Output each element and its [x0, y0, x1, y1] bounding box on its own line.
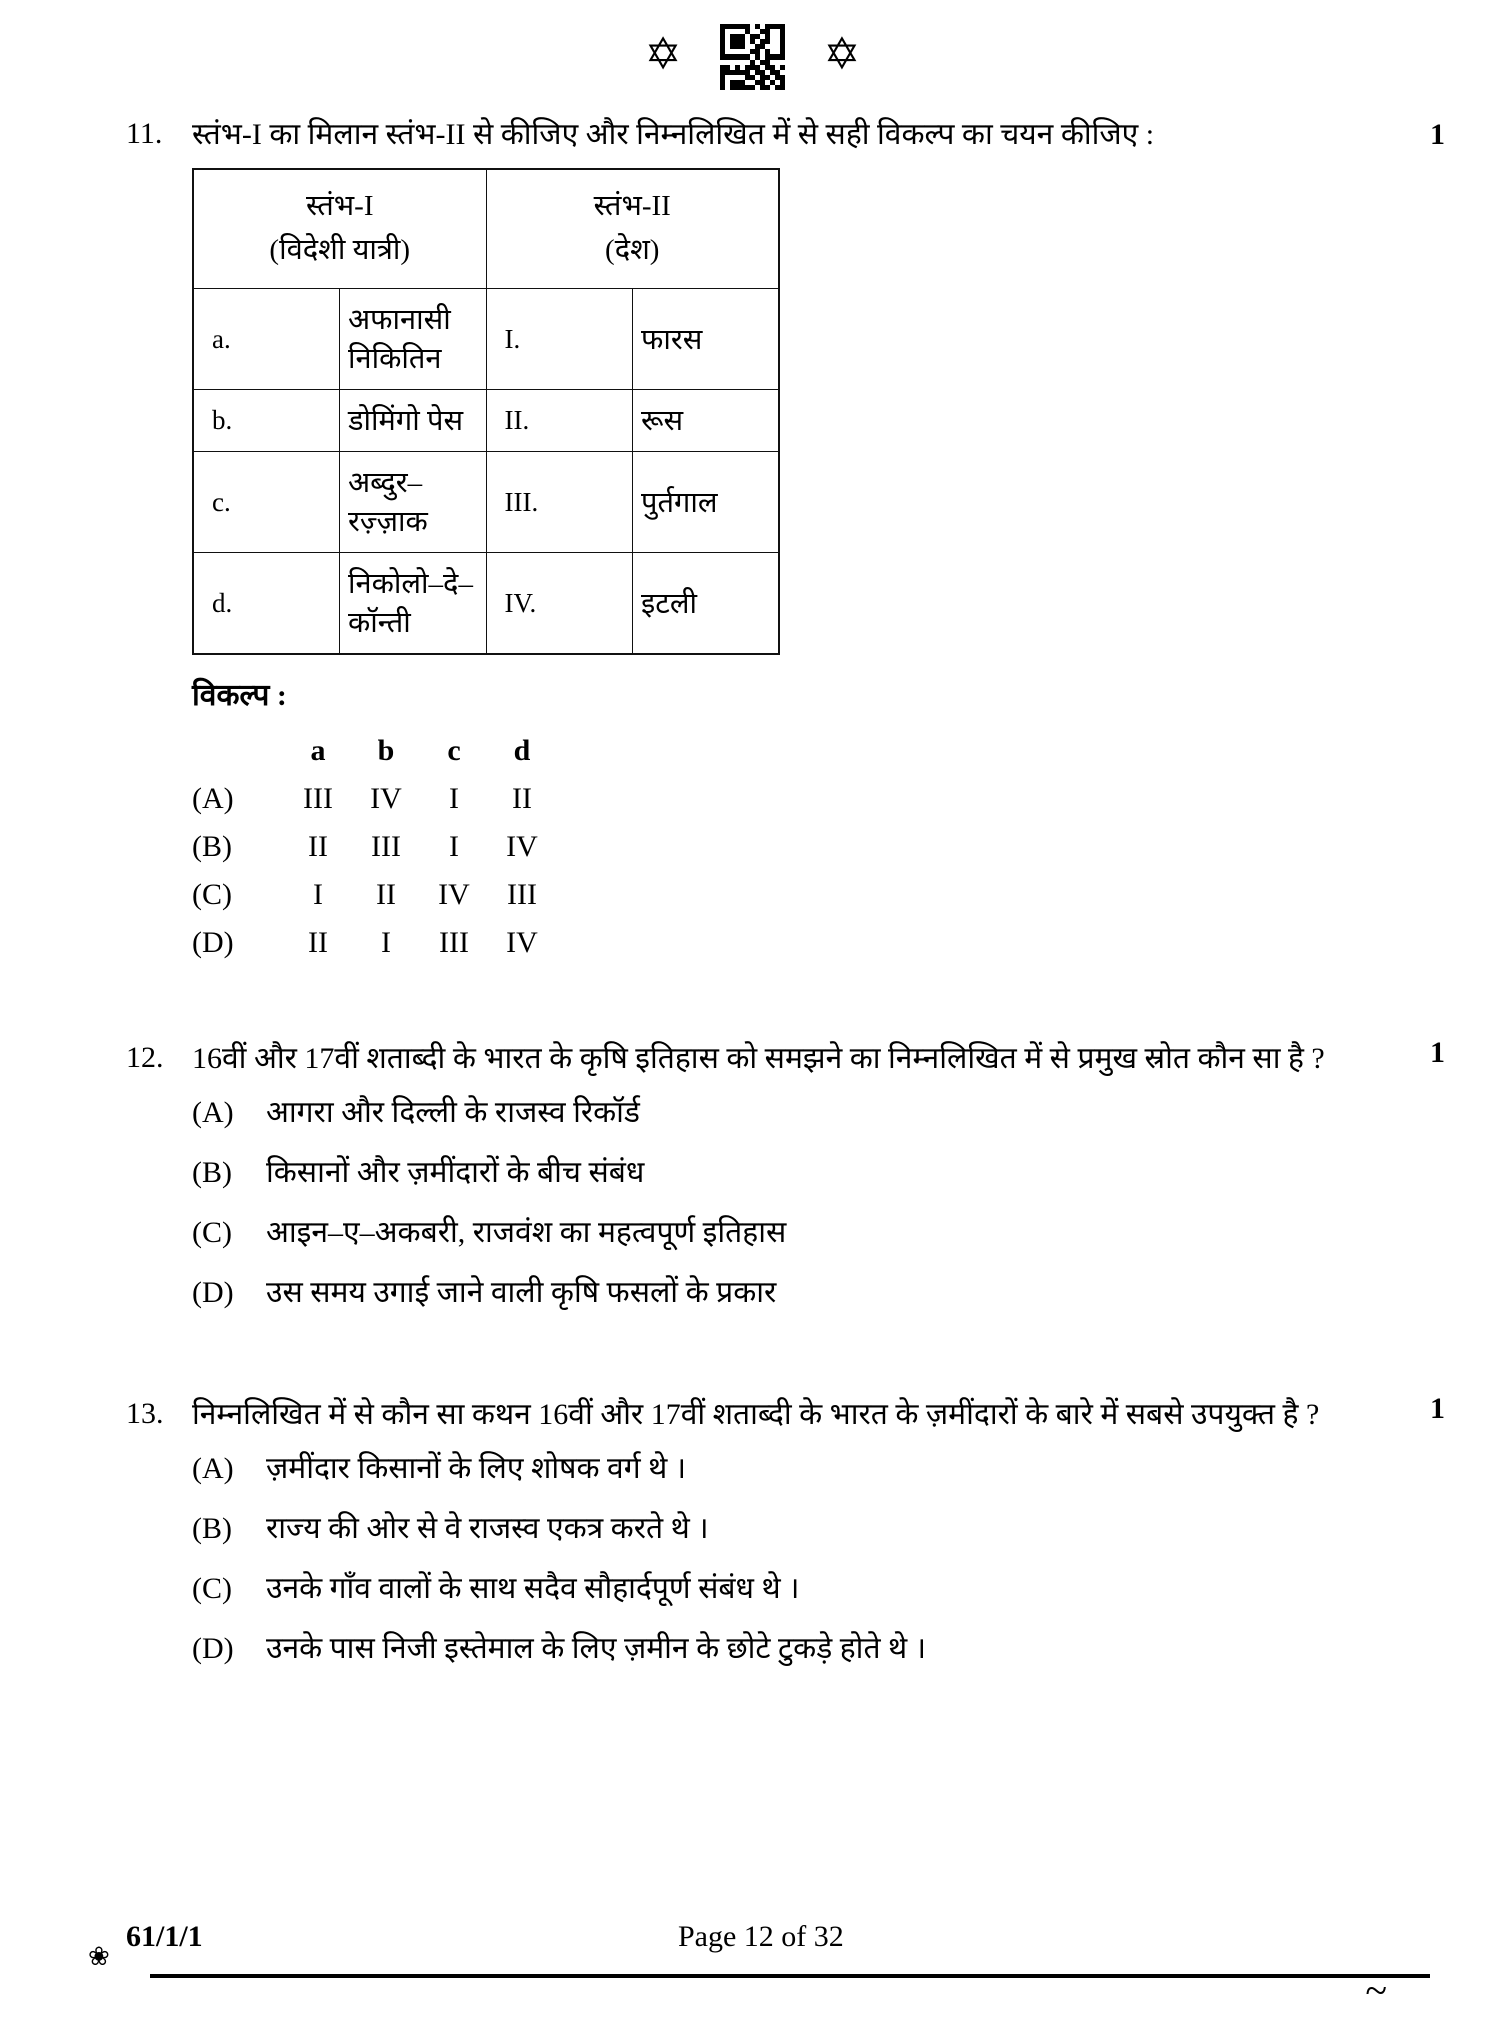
- column-1-header: [193, 169, 486, 289]
- question-11-head: [126, 112, 1445, 158]
- row-II-value: रूस: [633, 390, 780, 452]
- q12-choice-A-text: आगरा और दिल्ली के राजस्व रिकॉर्ड: [266, 1096, 640, 1129]
- options-grid: [192, 734, 1409, 974]
- option-B-d: IV: [506, 830, 538, 863]
- footer-rule: [150, 1974, 1430, 1978]
- question-12-head: [126, 1036, 1409, 1082]
- question-13: [126, 1392, 1445, 1672]
- row-c-value: अब्दुर–रज़्ज़ाक: [340, 452, 487, 553]
- question-13-marks: 1: [1430, 1392, 1445, 1425]
- q12-choice-C-text: आइन–ए–अकबरी, राजवंश का महत्वपूर्ण इतिहास: [266, 1216, 787, 1249]
- question-11: [126, 112, 1445, 974]
- option-A-c: I: [449, 782, 459, 815]
- column-2-title: स्तंभ-II: [593, 190, 671, 222]
- q13-choice-C-text: उनके गाँव वालों के साथ सदैव सौहार्दपूर्ण संबंध थे ।: [266, 1572, 800, 1605]
- row-b-key: b.: [193, 390, 340, 452]
- column-2-subtitle: (देश): [605, 234, 660, 266]
- option-D-b: I: [381, 926, 391, 959]
- q12-choice-A[interactable]: [192, 1090, 1409, 1136]
- options-header-c: c: [447, 734, 461, 767]
- option-B[interactable]: [192, 830, 1409, 878]
- spacer: [126, 974, 1409, 1036]
- q13-choice-B[interactable]: [192, 1506, 1409, 1552]
- page-header: [0, 18, 1505, 96]
- row-I-key: I.: [486, 289, 633, 390]
- q12-choice-D[interactable]: [192, 1270, 1409, 1316]
- option-D[interactable]: [192, 926, 1409, 974]
- row-I-value: फारस: [633, 289, 780, 390]
- spacer: [126, 1330, 1409, 1392]
- row-b-value: डोमिंगो पेस: [340, 390, 487, 452]
- question-13-number: 13.: [126, 1397, 164, 1430]
- q12-choice-B-label: (B): [192, 1156, 232, 1189]
- options-header-a: a: [310, 734, 326, 767]
- question-12: [126, 1036, 1445, 1316]
- options-column-header: [192, 734, 1409, 782]
- table-header-row: [193, 169, 779, 289]
- option-C-label: (C): [192, 878, 232, 911]
- table-row: [193, 289, 779, 390]
- q13-choice-C[interactable]: [192, 1566, 1409, 1612]
- options-header-b: b: [377, 734, 395, 767]
- option-A-d: II: [512, 782, 532, 815]
- table-row: [193, 390, 779, 452]
- match-table-wrapper: [192, 168, 1409, 655]
- option-C-d: III: [507, 878, 537, 911]
- row-d-key: d.: [193, 553, 340, 655]
- q12-choice-D-label: (D): [192, 1276, 234, 1309]
- option-B-b: III: [371, 830, 401, 863]
- row-d-value: निकोलो–दे–कॉन्ती: [340, 553, 487, 655]
- page-content: [0, 112, 1505, 1686]
- page-number: Page 12 of 32: [677, 1920, 844, 1953]
- q12-choice-C[interactable]: [192, 1210, 1409, 1256]
- question-11-number: 11.: [126, 117, 163, 150]
- q13-choice-A-text: ज़मींदार किसानों के लिए शोषक वर्ग थे ।: [266, 1452, 687, 1485]
- match-table: [192, 168, 780, 655]
- option-C-a: I: [313, 878, 323, 911]
- paper-code: 61/1/1: [126, 1920, 203, 1953]
- option-D-d: IV: [506, 926, 538, 959]
- q13-choice-D-text: उनके पास निजी इस्तेमाल के लिए ज़मीन के छोटे टुकड़े होते थे ।: [266, 1632, 927, 1665]
- option-A[interactable]: [192, 782, 1409, 830]
- option-D-a: II: [308, 926, 328, 959]
- option-C[interactable]: [192, 878, 1409, 926]
- question-13-text: निम्नलिखित में से कौन सा कथन 16वीं और 17वीं शताब्दी के भारत के ज़मींदारों के बारे में सबसे उपयुक्त है ?: [192, 1398, 1320, 1431]
- page-footer: [0, 1920, 1505, 2013]
- row-IV-value: इटली: [633, 553, 780, 655]
- row-c-key: c.: [193, 452, 340, 553]
- question-12-choices: [192, 1090, 1409, 1316]
- row-a-key: a.: [193, 289, 340, 390]
- footer-row: [126, 1920, 1409, 1964]
- question-11-text: स्तंभ-I का मिलान स्तंभ-II से कीजिए और निम्नलिखित में से सही विकल्प का चयन कीजिए :: [192, 118, 1155, 151]
- q12-choice-A-label: (A): [192, 1096, 234, 1129]
- table-row: [193, 553, 779, 655]
- option-B-label: (B): [192, 830, 232, 863]
- options-header-d: d: [513, 734, 531, 767]
- q12-choice-D-text: उस समय उगाई जाने वाली कृषि फसलों के प्रकार: [266, 1276, 777, 1309]
- question-12-marks: 1: [1430, 1036, 1445, 1069]
- q13-choice-A[interactable]: [192, 1446, 1409, 1492]
- row-III-key: III.: [486, 452, 633, 553]
- option-C-b: II: [376, 878, 396, 911]
- qr-code-icon: [720, 24, 786, 90]
- question-13-choices: [192, 1446, 1409, 1672]
- q13-choice-B-text: राज्य की ओर से वे राजस्व एकत्र करते थे ।: [266, 1512, 709, 1545]
- q13-choice-B-label: (B): [192, 1512, 232, 1545]
- q13-choice-D[interactable]: [192, 1626, 1409, 1672]
- question-12-number: 12.: [126, 1041, 164, 1074]
- star-of-david-icon-left: ✡: [644, 29, 682, 80]
- column-1-subtitle: (विदेशी यात्री): [269, 234, 411, 266]
- option-D-label: (D): [192, 926, 234, 959]
- options-label: विकल्प :: [192, 679, 287, 712]
- option-C-c: IV: [438, 878, 470, 911]
- row-II-key: II.: [486, 390, 633, 452]
- q12-choice-C-label: (C): [192, 1216, 232, 1249]
- option-D-c: III: [439, 926, 469, 959]
- q13-choice-A-label: (A): [192, 1452, 234, 1485]
- option-B-a: II: [308, 830, 328, 863]
- option-A-label: (A): [192, 782, 234, 815]
- column-1-title: स्तंभ-I: [305, 190, 374, 222]
- flower-mark-icon: ❀: [88, 1942, 110, 1972]
- tilde-mark: ~: [1365, 1968, 1387, 2013]
- q13-choice-D-label: (D): [192, 1632, 234, 1665]
- question-12-text: 16वीं और 17वीं शताब्दी के भारत के कृषि इतिहास को समझने का निम्नलिखित में से प्रमुख स्रोत कौन सा है ?: [192, 1042, 1325, 1075]
- column-2-header: [486, 169, 779, 289]
- q12-choice-B[interactable]: [192, 1150, 1409, 1196]
- star-of-david-icon-right: ✡: [823, 29, 861, 80]
- table-row: [193, 452, 779, 553]
- option-B-c: I: [449, 830, 459, 863]
- row-a-value: अफानासी निकितिन: [340, 289, 487, 390]
- question-11-marks: 1: [1430, 118, 1445, 151]
- option-A-b: IV: [370, 782, 402, 815]
- row-III-value: पुर्तगाल: [633, 452, 780, 553]
- q13-choice-C-label: (C): [192, 1572, 232, 1605]
- row-IV-key: IV.: [486, 553, 633, 655]
- q12-choice-B-text: किसानों और ज़मींदारों के बीच संबंध: [266, 1156, 645, 1189]
- question-13-head: [126, 1392, 1409, 1438]
- option-A-a: III: [303, 782, 333, 815]
